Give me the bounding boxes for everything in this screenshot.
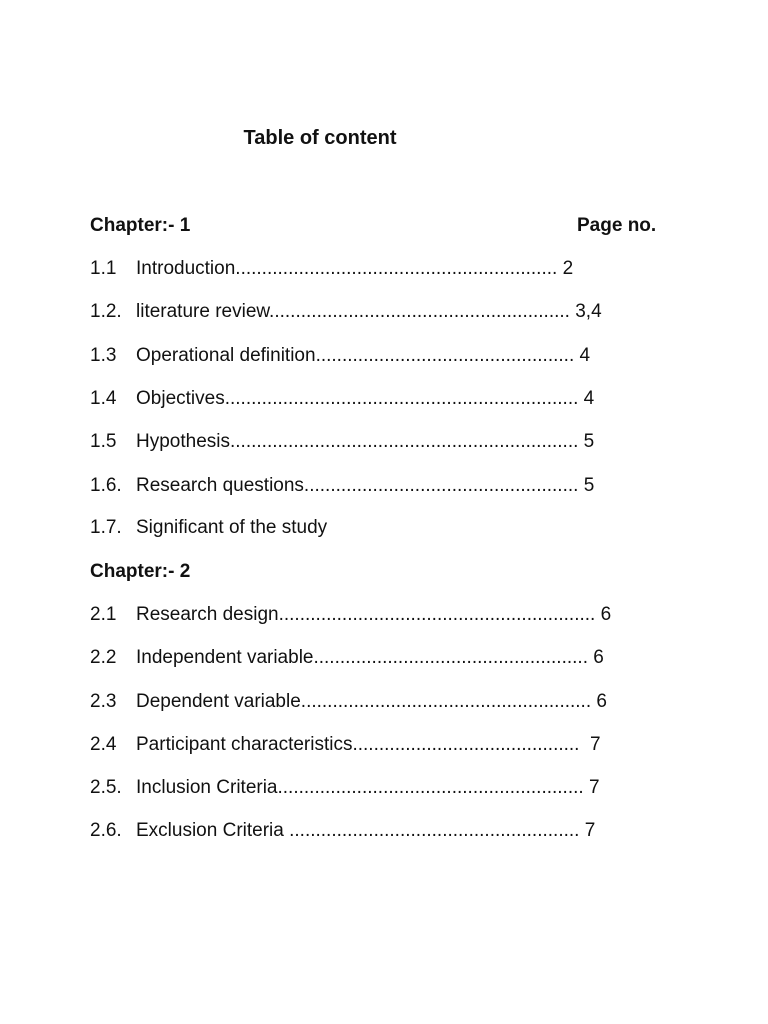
entry-number: 2.5. xyxy=(90,777,122,798)
toc-entry-2-2 xyxy=(90,646,604,670)
toc-entry-2-5 xyxy=(90,776,600,800)
entry-number: 1.2. xyxy=(90,301,122,322)
toc-entry-2-1 xyxy=(90,603,611,627)
entry-title: Hypothesis.................................................................. xyxy=(136,431,579,452)
entry-number: 2.3 xyxy=(90,691,117,712)
entry-number: 1.7. xyxy=(90,517,122,538)
entry-number: 1.1 xyxy=(90,258,117,279)
entry-page: 7 xyxy=(579,734,601,755)
entry-title: Participant characteristics........................................... xyxy=(136,734,580,755)
entry-number: 2.1 xyxy=(90,604,117,625)
entry-page: 5 xyxy=(578,431,595,452)
entry-title: Dependent variable....................................................... xyxy=(136,691,592,712)
entry-title: Operational definition................................................. xyxy=(136,345,575,366)
toc-entry-2-6 xyxy=(90,819,595,843)
toc-entry-1-3 xyxy=(90,344,590,368)
entry-page: 3,4 xyxy=(569,301,602,322)
entry-page: 4 xyxy=(574,345,591,366)
page-number-column-header: Page no. xyxy=(577,215,657,236)
entry-title: Research design............................................................ xyxy=(136,604,596,625)
entry-number: 1.3 xyxy=(90,345,117,366)
entry-page: 4 xyxy=(578,388,595,409)
entry-page: 6 xyxy=(587,647,604,668)
entry-page: 5 xyxy=(578,475,595,496)
entry-title: Introduction............................................................. xyxy=(136,258,558,279)
entry-page: 6 xyxy=(591,691,607,712)
toc-entry-1-4 xyxy=(90,387,594,411)
entry-page: 7 xyxy=(583,777,600,798)
entry-title: Objectives................................................................... xyxy=(136,388,579,409)
entry-title: Research questions.................................................... xyxy=(136,475,579,496)
toc-entry-1-2 xyxy=(90,300,602,324)
toc-entry-1-1 xyxy=(90,257,573,281)
entry-number: 2.4 xyxy=(90,734,117,755)
chapter-1-heading: Chapter:- 1 xyxy=(90,215,191,236)
entry-number: 1.5 xyxy=(90,431,117,452)
entry-title: literature review......................................................... xyxy=(136,301,570,322)
toc-entry-1-7 xyxy=(90,516,327,540)
entry-number: 2.2 xyxy=(90,647,117,668)
entry-page: 7 xyxy=(579,820,596,841)
chapter-2-heading: Chapter:- 2 xyxy=(90,561,191,582)
toc-entry-2-3 xyxy=(90,690,607,714)
entry-title: Exclusion Criteria ....................................................... xyxy=(136,820,580,841)
toc-entry-1-5 xyxy=(90,430,594,454)
entry-title: Inclusion Criteria.......................................................... xyxy=(136,777,584,798)
entry-page: 2 xyxy=(557,258,574,279)
entry-number: 2.6. xyxy=(90,820,122,841)
entry-page: 6 xyxy=(595,604,612,625)
entry-title: Independent variable.................................................... xyxy=(136,647,588,668)
entry-number: 1.6. xyxy=(90,475,122,496)
toc-entry-2-4 xyxy=(90,733,601,757)
entry-number: 1.4 xyxy=(90,388,117,409)
entry-title: Significant of the study xyxy=(136,517,328,538)
toc-entry-1-6 xyxy=(90,474,594,498)
document-title: Table of content xyxy=(243,127,397,149)
